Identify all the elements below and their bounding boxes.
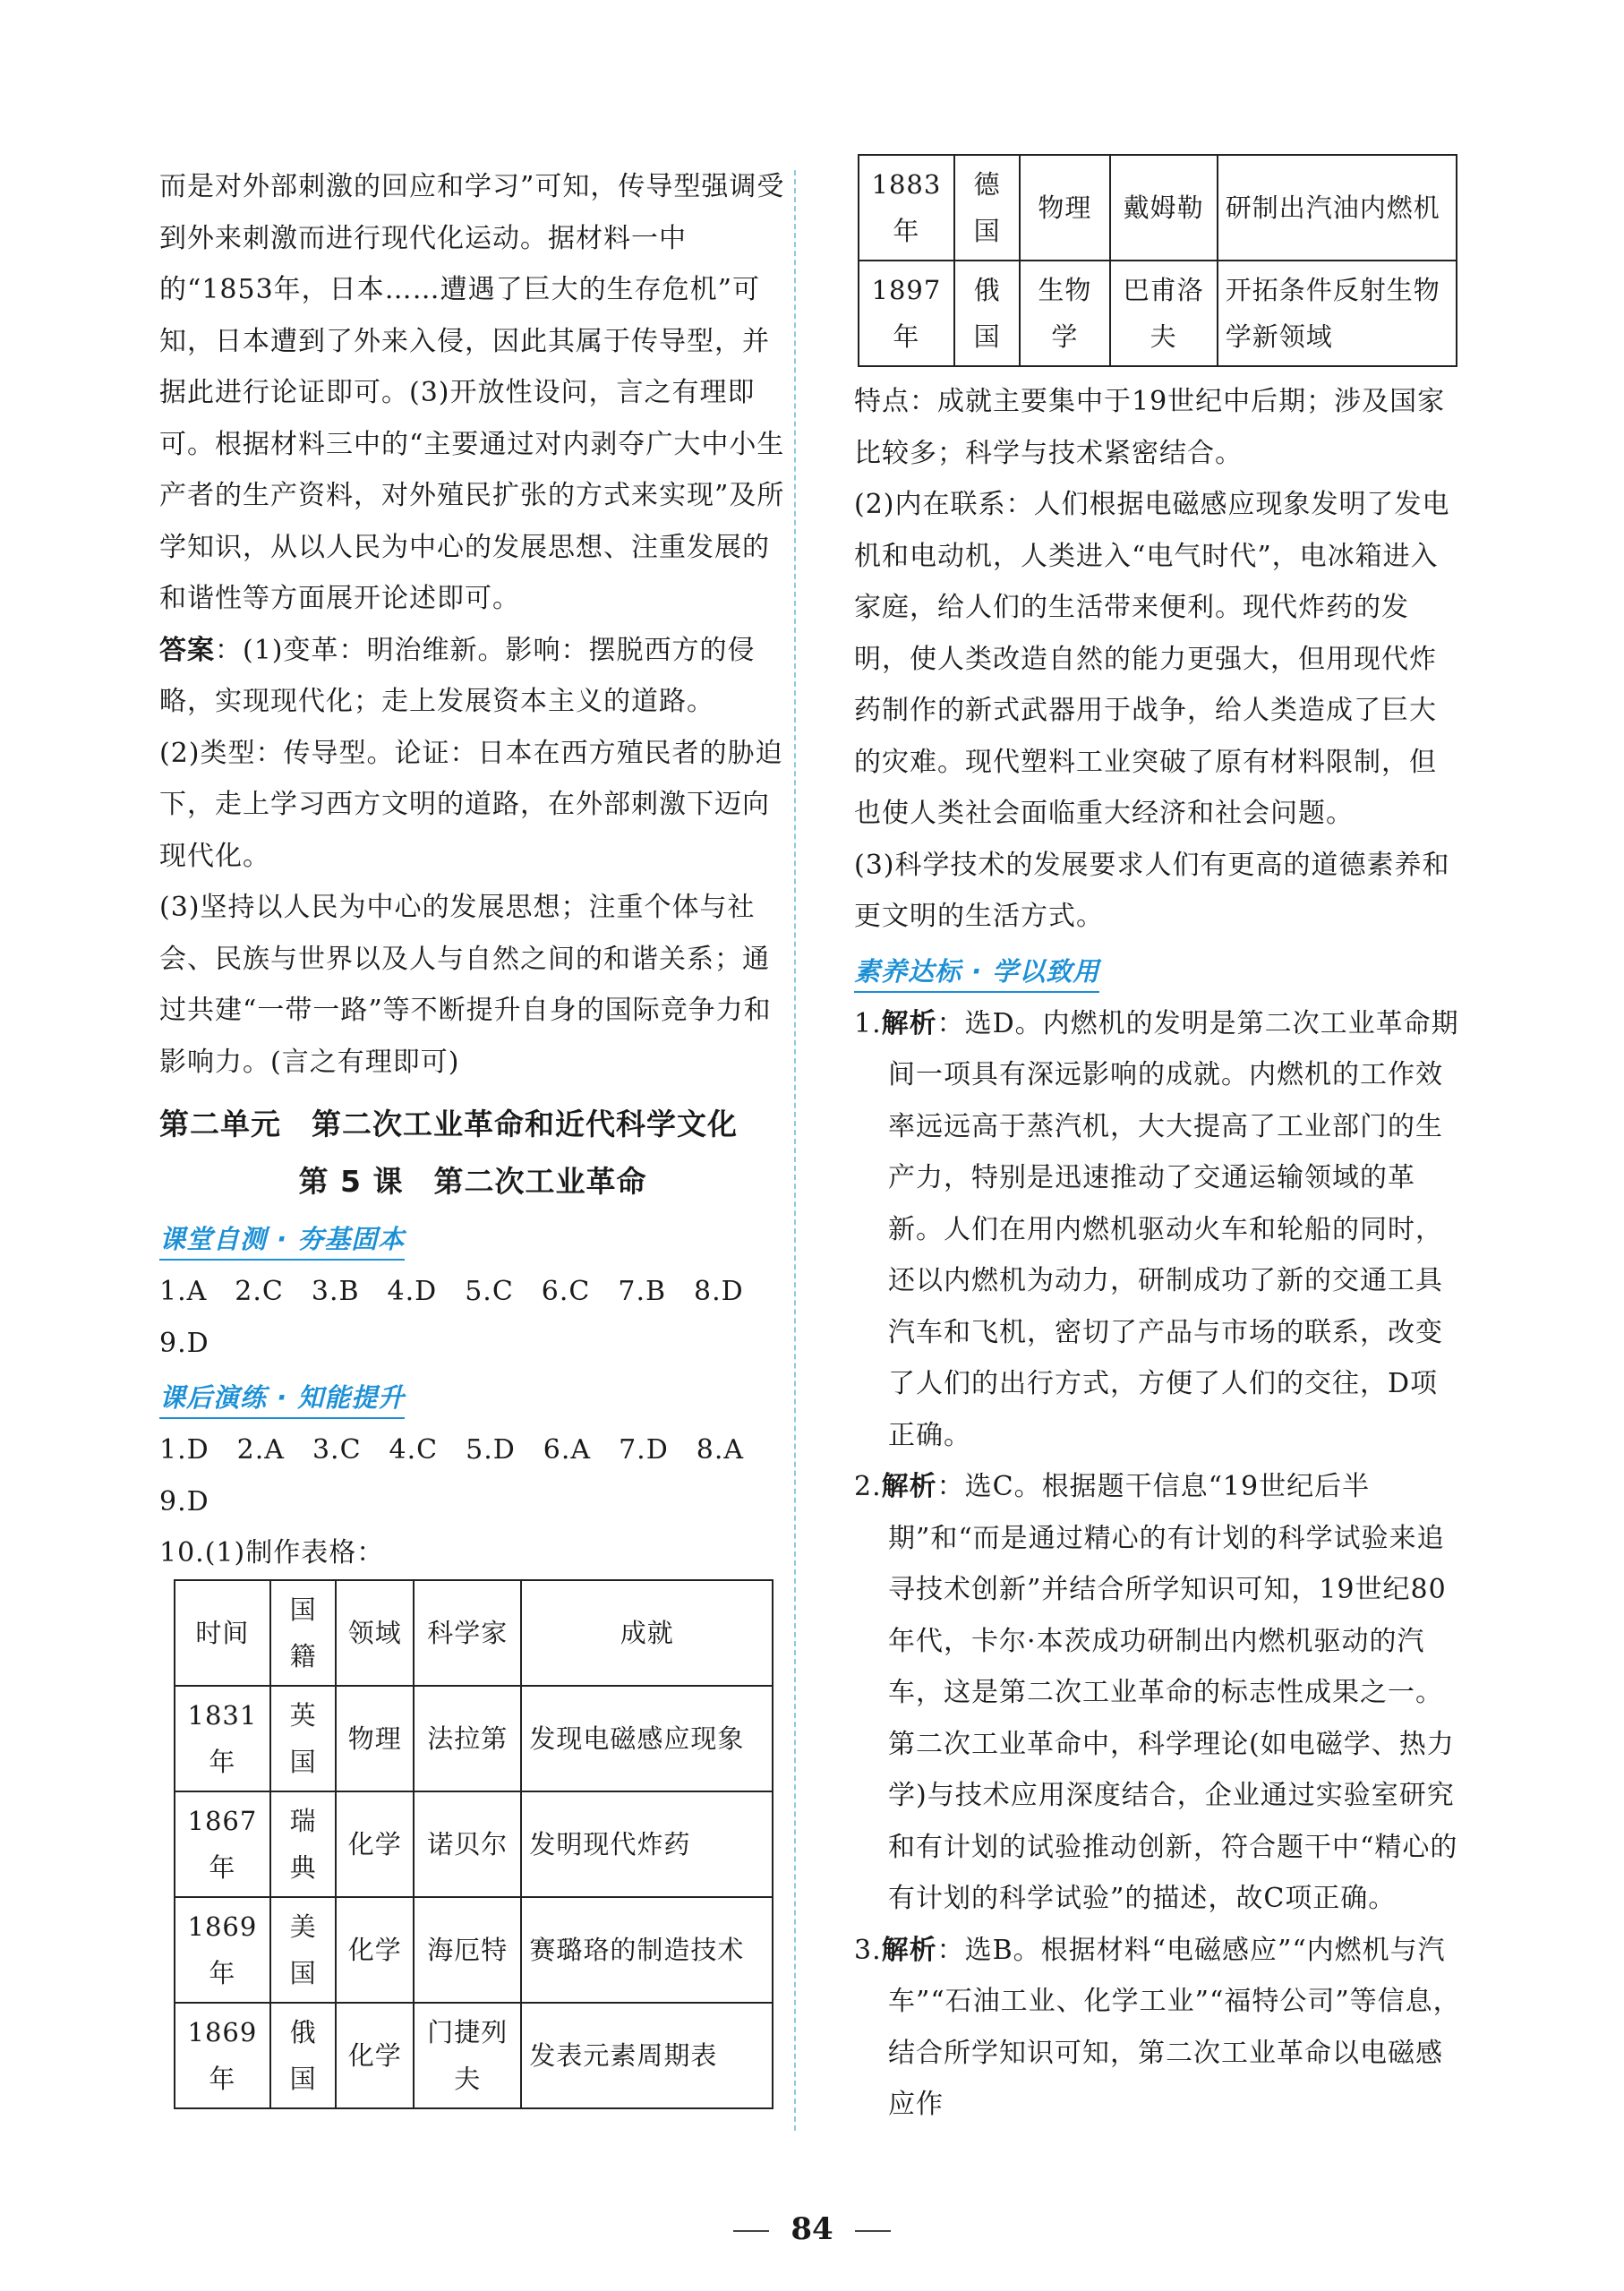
- table-header-cell: 科学家: [414, 1580, 521, 1686]
- table-cell: 1869 年: [175, 1897, 270, 2003]
- table-cell: 发明现代炸药: [521, 1791, 773, 1897]
- table-header-cell: 时间: [175, 1580, 270, 1686]
- table-cell: 诺贝尔: [414, 1791, 521, 1897]
- achievements-table: [174, 1579, 774, 2109]
- explanation-paragraph: 而是对外部刺激的回应和学习”可知，传导型强调受到外来刺激而进行现代化运动。据材料一中的“1853年，日本……遭遇了巨大的生存危机”可知，日本遭到了外来入侵，因此其属于传导型，并据此进行论证即可。(3)开放性设问，言之有理即可。根据材料三中的“主要通过对内剥夺广大中小生产者的生产资料，对外殖民扩张的方式来实现”及所学知识，从以人民为中心的发展思想、注重发展的和谐性等方面展开论述即可。: [159, 171, 785, 614]
- page-number: 84: [0, 2211, 1624, 2247]
- section-heading-class-test: 课堂自测 · 夯基固本: [159, 1219, 405, 1261]
- right-column: [854, 161, 1463, 2131]
- table-row: [175, 1791, 773, 1897]
- table-cell: 戴姆勒: [1110, 155, 1218, 261]
- table-cell: 1897 年: [859, 261, 954, 366]
- table-cell: 德国: [954, 155, 1020, 261]
- table-cell: 1831 年: [175, 1686, 270, 1791]
- answer-label: 答案: [159, 634, 215, 666]
- lesson-title: 第 5 课 第二次工业革命: [298, 1163, 647, 1199]
- table-header-cell: 国籍: [270, 1580, 336, 1686]
- dash-left: [733, 2230, 769, 2232]
- table-header-row: [175, 1580, 773, 1686]
- dash-right: [855, 2230, 891, 2232]
- table-cell: 俄国: [954, 261, 1020, 366]
- table-cell: 开拓条件反射生物学新领域: [1218, 261, 1457, 366]
- table-cell: 发现电磁感应现象: [521, 1686, 773, 1791]
- table-cell: 英国: [270, 1686, 336, 1791]
- part-2-text: (2)内在联系：人们根据电磁感应现象发明了发电机和电动机，人类进入“电气时代”，电冰箱进入家庭，给人们的生活带来便利。现代炸药的发明，使人类改造自然的能力更强大，但用现代炸药制作的新式武器用于战争，给人类造成了巨大的灾难。现代塑料工业突破了原有材料限制，但也使人类社会面临重大经济和社会问题。: [854, 489, 1450, 829]
- table-header-cell: 成就: [521, 1580, 773, 1686]
- table-cell: 赛璐珞的制造技术: [521, 1897, 773, 2003]
- table-cell: 化学: [336, 1791, 414, 1897]
- answer-1: 答案：(1)变革：明治维新。影响：摆脱西方的侵略，实现现代化；走上发展资本主义的道路。: [159, 634, 756, 717]
- table-row: [175, 2003, 773, 2108]
- table-cell: 瑞典: [270, 1791, 336, 1897]
- table-cell: 海厄特: [414, 1897, 521, 2003]
- unit-title: 第二单元 第二次工业革命和近代科学文化: [159, 1107, 738, 1141]
- question-3-explanation: 3.解析：选B。根据材料“电磁感应”“内燃机与汽车”“石油工业、化学工业”“福特公司”等信息，结合所学知识可知，第二次工业革命以电磁感应作: [854, 1934, 1461, 2120]
- answer-key-line: 1.A 2.C 3.B 4.D 5.C 6.C 7.B 8.D: [159, 1276, 744, 1307]
- table-cell: 物理: [1020, 155, 1109, 261]
- question-10-intro: 10.(1)制作表格：: [159, 1537, 385, 1569]
- table-cell: 化学: [336, 1897, 414, 2003]
- table-cell: 化学: [336, 2003, 414, 2108]
- answer-key-line: 9.D: [159, 1327, 209, 1359]
- table-cell: 物理: [336, 1686, 414, 1791]
- table-cell: 发表元素周期表: [521, 2003, 773, 2108]
- table-cell: 1883 年: [859, 155, 954, 261]
- answer-key-line: 1.D 2.A 3.C 4.C 5.D 6.A 7.D 8.A: [159, 1434, 745, 1466]
- table-header-cell: 领域: [336, 1580, 414, 1686]
- table-row: [175, 1686, 773, 1791]
- answer-2: (2)类型：传导型。论证：日本在西方殖民者的胁迫下，走上学习西方文明的道路，在外部刺激下迈向现代化。: [159, 737, 783, 872]
- features-text: 特点：成就主要集中于19世纪中后期；涉及国家比较多；科学与技术紧密结合。: [854, 386, 1446, 469]
- explanation-label: 解析: [881, 1934, 937, 1966]
- explanation-label: 解析: [881, 1471, 937, 1502]
- answer-3: (3)坚持以人民为中心的发展思想；注重个体与社会、民族与世界以及人与自然之间的和谐关系；通过共建“一带一路”等不断提升自身的国际竞争力和影响力。(言之有理即可): [159, 892, 772, 1078]
- section-heading-after-class: 课后演练 · 知能提升: [159, 1378, 405, 1419]
- table-cell: 法拉第: [414, 1686, 521, 1791]
- section-heading-literacy: 素养达标 · 学以致用: [854, 952, 1099, 993]
- column-divider: [794, 170, 796, 2131]
- table-cell: 生物学: [1020, 261, 1109, 366]
- question-1-explanation: 1.解析：选D。内燃机的发明是第二次工业革命期间一项具有深远影响的成就。内燃机的工作效率远远高于蒸汽机，大大提高了工业部门的生产力，特别是迅速推动了交通运输领域的革新。人们在用内燃机驱动火车和轮船的同时，还以内燃机为动力，研制成功了新的交通工具汽车和飞机，密切了产品与市场的联系，改变了人们的出行方式，方便了人们的交往，D项正确。: [854, 1007, 1459, 1451]
- explanation-label: 解析: [881, 1007, 937, 1039]
- answer-key-line: 9.D: [159, 1485, 209, 1517]
- table-cell: 1869 年: [175, 2003, 270, 2108]
- table-row: [175, 1897, 773, 2003]
- table-cell: 美国: [270, 1897, 336, 2003]
- table-cell: 门捷列夫: [414, 2003, 521, 2108]
- left-column: [159, 161, 786, 2109]
- table-cell: 研制出汽油内燃机: [1218, 155, 1457, 261]
- table-row: [859, 261, 1457, 366]
- table-cell: 俄国: [270, 2003, 336, 2108]
- part-3-text: (3)科学技术的发展要求人们有更高的道德素养和更文明的生活方式。: [854, 849, 1450, 932]
- table-cell: 巴甫洛夫: [1110, 261, 1218, 366]
- question-2-explanation: 2.解析：选C。根据题干信息“19世纪后半期”和“而是通过精心的有计划的科学试验来追寻技术创新”并结合所学知识可知，19世纪80年代，卡尔·本茨成功研制出内燃机驱动的汽车，这是第二次工业革命的标志性成果之一。第二次工业革命中，科学理论(如电磁学、热力学)与技术应用深度结合，企业通过实验室研究和有计划的试验推动创新，符合题干中“精心的有计划的科学试验”的描述，故C项正确。: [854, 1471, 1458, 1914]
- table-row: [859, 155, 1457, 261]
- achievements-table-continued: [858, 154, 1457, 367]
- table-cell: 1867 年: [175, 1791, 270, 1897]
